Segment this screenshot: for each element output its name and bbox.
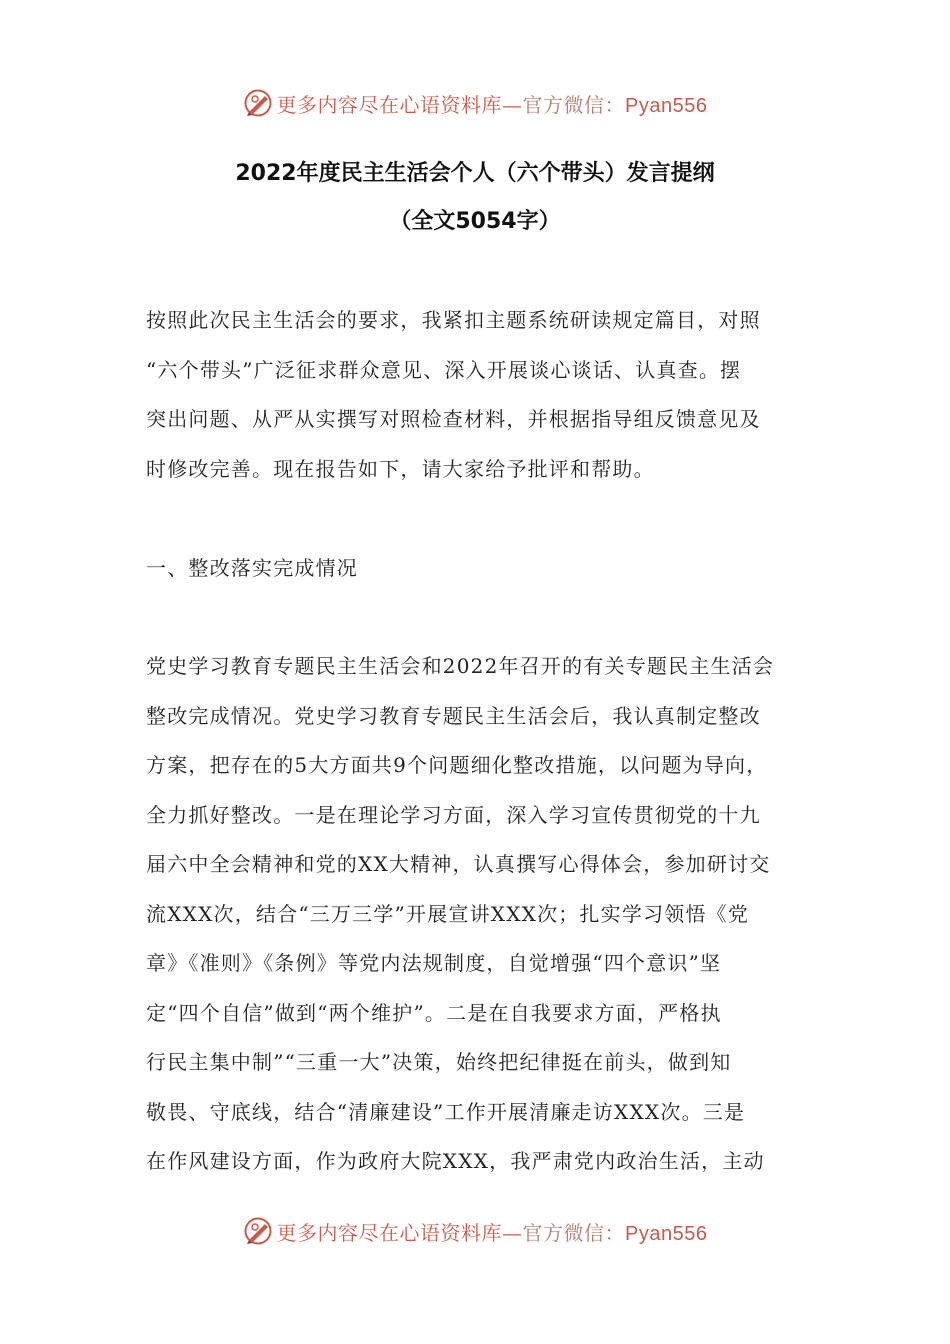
body-line: 党史学习教育专题民主生活会和2022年召开的有关专题民主生活会 bbox=[146, 654, 775, 678]
intro-line: “六个带头”广泛征求群众意见、深入开展谈心谈话、认真查。摆 bbox=[146, 357, 742, 382]
pen-logo-icon bbox=[243, 88, 273, 118]
body-line: 流XXX次，结合“三万三学”开展宣讲XXX次；扎实学习领悟《党 bbox=[146, 901, 750, 926]
watermark-text bbox=[277, 89, 708, 118]
watermark-wechat-id: Pyan556 bbox=[625, 1222, 708, 1245]
watermark-site-text: 更多内容尽在心语资料库 bbox=[276, 92, 503, 117]
watermark-dash: — bbox=[502, 92, 523, 117]
document-subtitle: （全文5054字） bbox=[389, 209, 561, 234]
body-line: 敬畏、守底线，结合“清廉建设”工作开展清廉走访XXX次。三是 bbox=[146, 1099, 746, 1124]
watermark-text bbox=[277, 1217, 708, 1246]
intro-line: 时修改完善。现在报告如下，请大家给予批评和帮助。 bbox=[146, 456, 655, 481]
body-line: 在作风建设方面，作为政府大院XXX，我严肃党内政治生活，主动 bbox=[146, 1149, 765, 1173]
pen-logo-icon bbox=[243, 1216, 273, 1246]
body-line: 全力抓好整改。一是在理论学习方面，深入学习宣传贯彻党的十九 bbox=[146, 802, 761, 827]
body-line: 定“四个自信”做到“两个维护”。二是在自我要求方面，严格执 bbox=[146, 1000, 722, 1025]
watermark-banner-top bbox=[0, 86, 950, 120]
section-heading: 一、整改落实完成情况 bbox=[146, 556, 358, 580]
watermark-site-text: 更多内容尽在心语资料库 bbox=[276, 1220, 503, 1245]
intro-line: 按照此次民主生活会的要求，我紧扣主题系统研读规定篇目，对照 bbox=[146, 308, 761, 332]
intro-paragraph bbox=[146, 296, 816, 494]
body-line: 整改完成情况。党史学习教育专题民主生活会后，我认真制定整改 bbox=[146, 703, 761, 728]
section-heading-block bbox=[146, 544, 816, 594]
watermark-dash: — bbox=[502, 1220, 523, 1245]
watermark-wechat-label: 官方微信： bbox=[522, 92, 626, 117]
body-line: 届六中全会精神和党的XX大精神，认真撰写心得体会，参加研讨交 bbox=[146, 852, 771, 876]
body-paragraph bbox=[146, 642, 816, 1187]
watermark-wechat-label: 官方微信： bbox=[522, 1220, 626, 1245]
body-line: 方案，把存在的5大方面共9个问题细化整改措施，以问题为导向， bbox=[146, 753, 768, 777]
intro-line: 突出问题、从严从实撰写对照检查材料，并根据指导组反馈意见及 bbox=[146, 407, 761, 431]
body-line: 章》《准则》《条例》等党内法规制度，自觉增强“四个意识”坚 bbox=[146, 951, 722, 975]
watermark-wechat-id: Pyan556 bbox=[625, 94, 708, 117]
document-title: 2022年度民主生活会个人（六个带头）发言提纲 bbox=[235, 161, 715, 186]
body-line: 行民主集中制”“三重一大”决策，始终把纪律挺在前头，做到知 bbox=[146, 1050, 732, 1074]
watermark-banner-bottom bbox=[0, 1214, 950, 1248]
